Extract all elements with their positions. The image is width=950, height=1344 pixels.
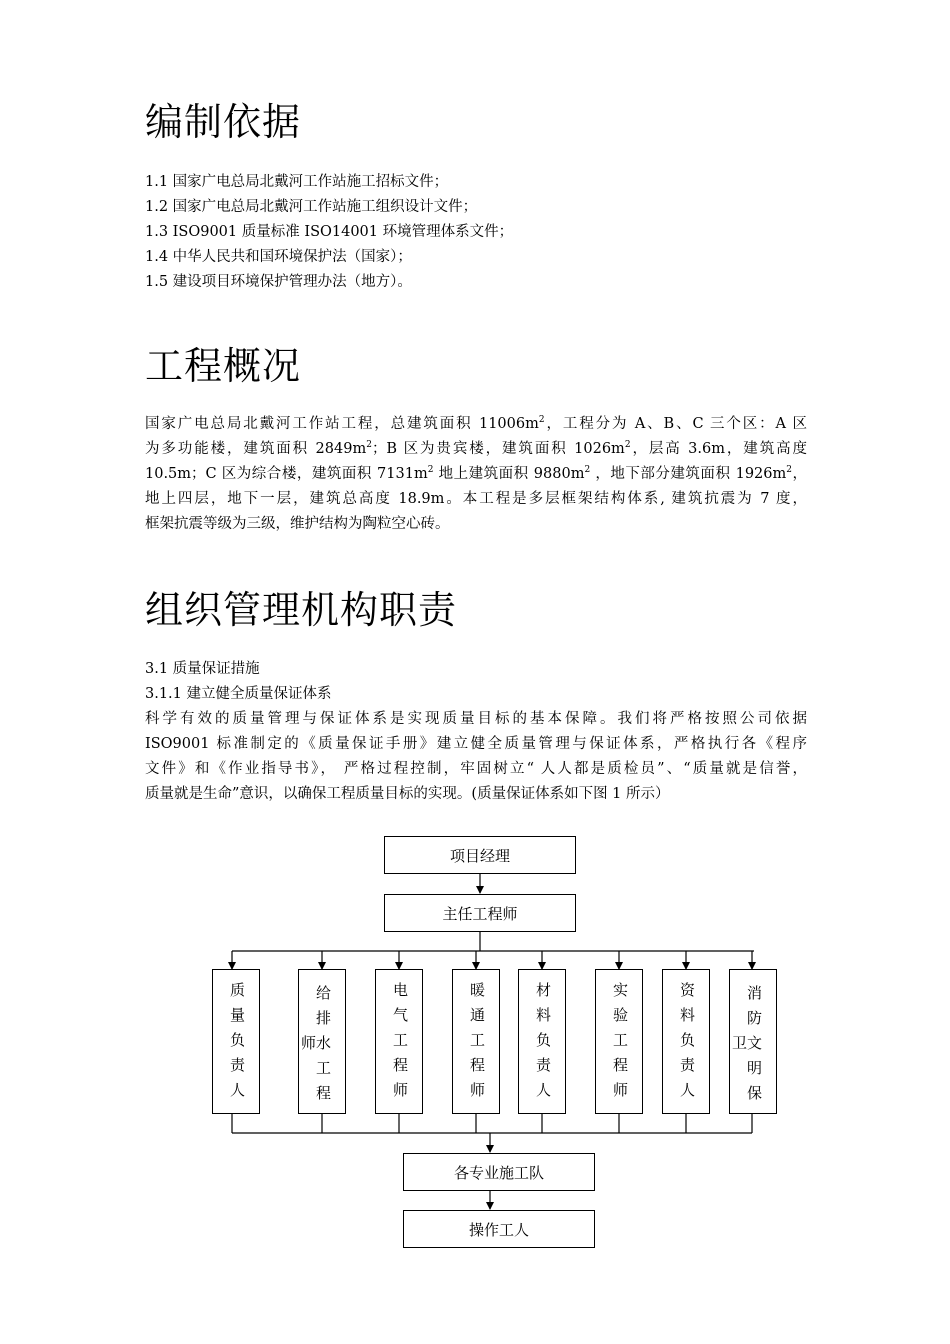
org-box-department: 资料负责人 <box>662 969 710 1114</box>
quality-row: 科学有效的质量管理与保证体系是实现质量目标的基本保障。我们将严格按照公司依据 <box>145 711 807 727</box>
quality-row: ISO9001 标准制定的《质量保证手册》建立健全质量管理与保证体系，严格执行各《程序 <box>145 736 807 752</box>
org-box-department: 材料负责人 <box>518 969 566 1114</box>
section-title-overview: 工程概况 <box>145 344 302 388</box>
org-box-department: 暖通工程师 <box>452 969 500 1114</box>
overview-row: 国家广电总局北戴河工作站工程，总建筑面积 $11006m^2$，工程分为 A、B、C 三个区：A 区 <box>145 415 807 432</box>
org-box-project-manager: 项目经理 <box>384 836 576 874</box>
overview-row: 框架抗震等级为三级，维护结构为陶粒空心砖。 <box>145 516 450 532</box>
basis-item: 1.1 国家广电总局北戴河工作站施工招标文件； <box>145 174 449 190</box>
overview-row: 10.5m；C 区为综合楼，建筑面积 $7131m^2$ 地上建筑面积 $9880m^2$ ，地下部分建筑面积 $1926m^2$， <box>145 465 808 482</box>
section-title-basis: 编制依据 <box>145 100 302 144</box>
org-box-chief-engineer: 主任工程师 <box>384 894 576 932</box>
basis-item: 1.3 ISO9001 质量标准 ISO14001 环境管理体系文件； <box>145 224 514 240</box>
org-box-workers: 操作工人 <box>403 1210 595 1248</box>
basis-item: 1.4 中华人民共和国环境保护法（国家）； <box>145 249 412 265</box>
quality-row: 文件》和《作业指导书》， 严格过程控制，牢固树立“ 人人都是质检员”、“质量就是信誉， <box>145 761 807 777</box>
org-box-department: 电气工程师 <box>375 969 423 1114</box>
overview-row: 地上四层，地下一层，建筑总高度 18.9m。本工程是多层框架结构体系, 建筑抗震为 7 度， <box>145 491 807 507</box>
basis-item: 1.2 国家广电总局北戴河工作站施工组织设计文件； <box>145 199 478 215</box>
org-box-department: 质量负责人 <box>212 969 260 1114</box>
subheading-quality-system: 3.1.1 建立健全质量保证体系 <box>145 686 332 702</box>
subheading-quality-measures: 3.1 质量保证措施 <box>145 661 260 677</box>
overview-row: 为多功能楼，建筑面积 $2849m^2$；B 区为贵宾楼，建筑面积 $1026m^2$，层高 3.6m，建筑高度 <box>145 440 807 457</box>
org-box-construction-teams: 各专业施工队 <box>403 1153 595 1191</box>
section-title-organization: 组织管理机构职责 <box>145 588 458 632</box>
org-box-department: 给排水工程师 <box>298 969 346 1114</box>
org-box-department: 消防文明保卫 <box>729 969 777 1114</box>
quality-row: 质量就是生命”意识，以确保工程质量目标的实现。(质量保证体系如下图 1 所示） <box>145 786 670 802</box>
org-box-department: 实验工程师 <box>595 969 643 1114</box>
basis-item: 1.5 建设项目环境保护管理办法（地方）。 <box>145 274 412 290</box>
